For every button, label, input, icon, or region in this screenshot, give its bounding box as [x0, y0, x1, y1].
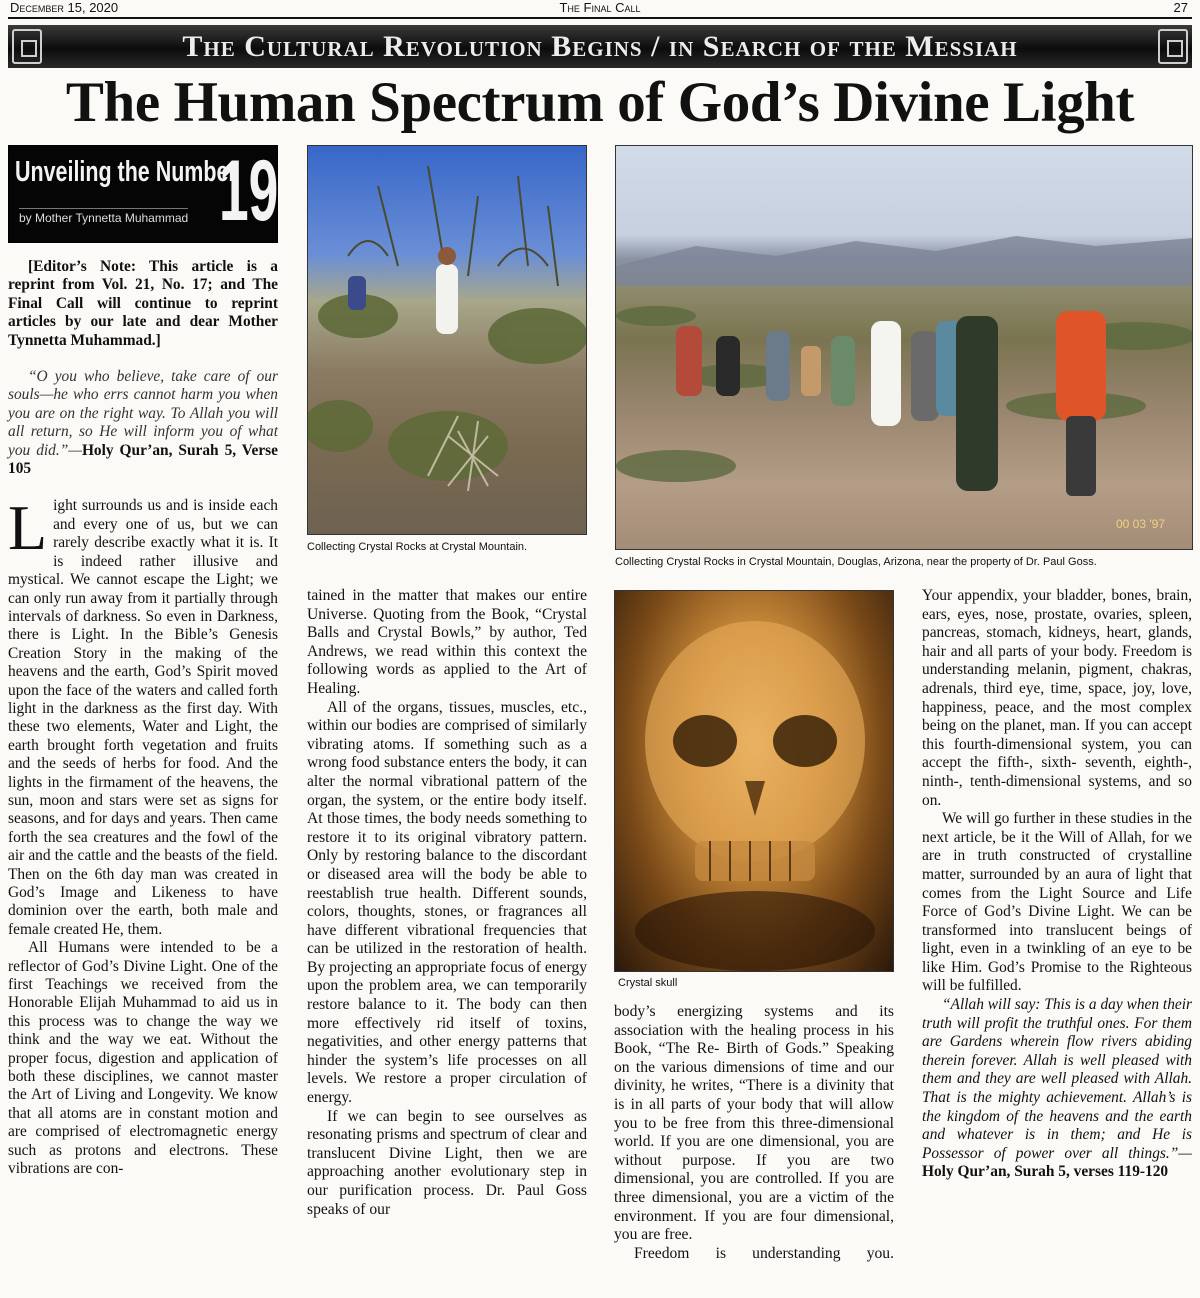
photo-crystal-mountain-douglas	[615, 145, 1193, 550]
body-paragraph: If we can begin to see ourselves as resonating prisms and spectrum of clear and translucent Divine Light, then we are approaching another evolutionary step in our purification process. Dr. Paul Goss speaks of our	[307, 1107, 587, 1218]
column-1	[8, 258, 278, 1179]
column-logo	[8, 145, 278, 243]
closing-quote-citation: Holy Qur’an, Surah 5, verses 119-120	[922, 1163, 1169, 1181]
body-paragraph: All Humans were intended to be a reflector of God’s Divine Light. One of the first Teachings we received from the Honorable Elijah Muhammad to aid us in this process was to change the way we think and the way we eat. Without the proper focus, digestion and application of both these disciplines, we cannot master the Art of Living and Longevity. We know that all atoms are in constant motion and are comprised of electromagnetic energy such as protons and electrons. These vibrations are con-	[8, 939, 278, 1178]
column-logo-byline: by Mother Tynnetta Muhammad	[19, 208, 188, 225]
newspaper-name: The Final Call	[559, 0, 641, 15]
body-paragraph: Your appendix, your bladder, bones, brain, ears, eyes, nose, prostate, ovaries, spleen, pancreas, stomach, kidneys, heart, glands, hair and all parts of your body. Freedom is understanding melanin, pigment, chakras, adrenals, third eye, time, space, joy, love, happiness, peace, and the most complex being on the planet, man. If you can accept this fourth-dimensional system, you can accept the fifth-, sixth- seventh, eighth-, ninth-, tenth-dimensional systems, and so on.	[922, 587, 1192, 809]
column-logo-number: 19	[219, 143, 279, 239]
body-paragraph	[8, 492, 278, 939]
closing-quote	[922, 996, 1192, 1182]
body-paragraph: body’s energizing systems and its association with the healing process in his Book, “The Re- Birth of Gods.” Speaking on the various dimensions of time and our divinity, he writes, “There is a divinity that is in all parts of your body that will allow you to be free from this three-dimensional world. If you are one dimensional, you are without purpose. If you are two dimensional, you are controlled. If you are three dimensional, you are a victim of the environment. If you are four dimensional, you are free.	[614, 1003, 894, 1244]
photo-group-walking	[616, 146, 1193, 550]
epigraph	[8, 368, 278, 478]
body-paragraph: We will go further in these studies in the next article, be it the Will of Allah, for we are in truth constructed of crystalline matter, surrounded by an aura of light that comes from the Light Source and Life Force of God’s Divine Light. We can be transformed into translucent beings of light, even in a twinkling of an eye to be like Him. God’s Promise to the Righteous will be fulfilled.	[922, 810, 1192, 995]
closing-quote-text: “Allah will say: This is a day when their truth will profit the truthful ones. For them are Gardens wherein flow rivers abiding therein forever. Allah is well pleased with them and they are well pleased with Allah. That is the mighty achievement. Allah’s is the kingdom of the heavens and the earth and whatever is in them; and He is Possessor of power over all things.”—	[922, 996, 1192, 1162]
column-logo-title: Unveiling the Number	[15, 156, 237, 188]
column-4	[922, 587, 1192, 1182]
photo-crystal-mountain	[307, 145, 587, 535]
folio-line	[8, 0, 1192, 16]
body-paragraph: All of the organs, tissues, muscles, etc., within our bodies are comprised of similarly vibrating atoms. If something such as a wrong food substance enters the body, it can alter the normal vibrational pattern of the organ, the system, or the entire body itself. At those times, the body needs something to restore it to its original vibratory pattern. Only by restoring balance to the discordant or diseased area will the body be able to reestablish true health. Different sounds, colors, thoughts, stones, or fragrances all have different vibrational frequencies that can be utilized in the restoration of health. By projecting an appropriate focus of energy upon the problem area, we can temporarily restore balance to it. The body can then more effectively rid itself of toxins, negativities, and other energy patterns that hinder the system’s life processes on all levels. We restore a proper circulation of energy.	[307, 698, 587, 1107]
photo2-caption: Collecting Crystal Rocks in Crystal Mountain, Douglas, Arizona, near the property of Dr. Paul Goss.	[615, 556, 1097, 568]
issue-date: December 15, 2020	[10, 0, 119, 15]
photo1-caption: Collecting Crystal Rocks at Crystal Mountain.	[307, 541, 528, 553]
body-paragraph: Freedom is understanding you.	[634, 1244, 894, 1262]
photo2-date-stamp: 00 03 '97	[1116, 517, 1166, 531]
epigraph-citation: Holy Qur’an, Surah 5, Verse 105	[8, 441, 278, 478]
body-paragraph: tained in the matter that makes our entire Universe. Quoting from the Book, “Crystal Balls and Crystal Bowls,” by author, Ted Andrews, we read within this context the following words as applied to the Art of Healing.	[307, 587, 587, 697]
banner-ornament-left-icon	[12, 29, 42, 64]
photo3-caption: Crystal skull	[618, 977, 678, 989]
photo-crystal-skull	[614, 590, 894, 972]
section-banner	[8, 25, 1192, 68]
page-number: 27	[1173, 0, 1188, 15]
banner-ornament-right-icon	[1158, 29, 1188, 64]
banner-title: The Cultural Revolution Begins / in Search of the Messiah	[182, 29, 1018, 63]
epigraph-text: “O you who believe, take care of our souls—he who errs cannot harm you when you are on the right way. To Allah you will all return, so He will inform you of what you did.”—	[8, 368, 278, 459]
editors-note: [Editor’s Note: This article is a reprint from Vol. 21, No. 17; and The Final Call will continue to reprint articles by our late and dear Mother Tynnetta Muhammad.]	[8, 258, 278, 349]
drop-cap: L	[8, 492, 48, 564]
column-3	[614, 1003, 894, 1263]
column-2	[307, 587, 587, 1219]
headline: The Human Spectrum of God’s Divine Light	[65, 71, 1135, 134]
body-text: ight surrounds us and is inside each and every one of us, but we can rarely describe exactly what it is. It is indeed rather illusive and mystical. We cannot escape the Light; we can only run away from it partially through intervals of darkness. So even in Darkness, there is Light. In the Bible’s Genesis Creation Story in the making of the heavens and the earth, God’s Spirit moved upon the face of the waters and called forth light in the darkness as the first day. With these two elements, Water and Light, the earth brought forth vegetation and fruits and the seeds of herbs for food. And the lights in the firmament of the heavens, the sun, moon and stars were set as signs for seasons, and for days and years. Then came forth the sea creatures and the fowl of the air and the cattle and the beasts of the field. Then on the 6th day man was created in God’s Image and Likeness to have dominion over the earth, both male and female created He, them.	[8, 497, 278, 938]
top-rule	[8, 17, 1192, 19]
photo-desert-hillside	[308, 146, 587, 535]
photo-skull-shape	[615, 591, 894, 972]
